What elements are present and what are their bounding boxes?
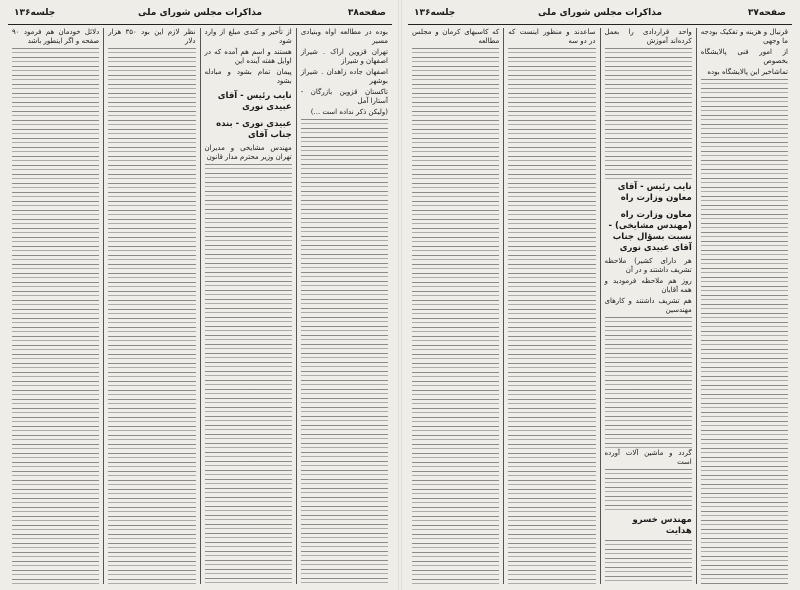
text-column [8,28,103,584]
header-rule [408,24,792,25]
text-body [108,48,195,584]
text-column [296,28,392,584]
text-body [605,317,692,448]
speaker-heading: معاون وزارت راه (مهندس مشایخی) - نسبت بسؤال جناب آقای عبیدی نوری [608,210,692,254]
text-body [701,79,788,584]
text-line: تماشاخیر این پالایشگاه بوده [707,68,788,76]
text-line: روز هم ملاحظه فرمودید و همه آقایان [604,277,692,295]
running-title: مذاکرات مجلس شورای ملی [537,8,663,18]
text-body [301,119,388,584]
text-line: نظر لازم این بود ۳۵۰ هزار دلار [108,28,196,45]
text-line: اصفهان جاده زاهدان . شیراز بوشهر [300,68,388,85]
text-body [12,48,99,584]
text-line: قرنیال و هزینه و تفکیک بودجه ما وجهی [700,28,788,45]
text-line: گردد و ماشین آلات آورده است [604,448,692,466]
right-page [400,0,800,590]
text-column [696,28,792,584]
text-column [503,28,599,584]
session-number: جلسه۱۳۶ [14,8,56,18]
text-line: (ولیکن ذکر نداده است ...) [310,108,388,116]
page-number: صفحه۳۸ [347,8,386,18]
speaker-heading: نایب رئیس - آقای عبیدی نوری [217,91,292,112]
text-body [605,48,692,179]
text-line: ساعدند و منظور اینست که در دو سه [508,28,596,45]
speaker-heading: مهندس خسرو هدایت [632,515,692,537]
text-line: دلائل خودمان هم فرمود ۹۰ صفحه و اگر اینطور باشد [12,28,100,45]
text-column [103,28,199,584]
text-body [205,164,292,584]
text-body [605,540,692,584]
text-line: واحد قراردادی را بعمل کرده‌اند آموزش [604,28,692,45]
text-line: بوده در مطالعه اواه وبنیادی مسیر [300,28,388,45]
header-rule [8,24,392,25]
speaker-heading: عبیدی نوری - بنده جناب آقای [216,119,292,140]
text-column [200,28,296,584]
text-column [600,28,696,584]
text-line: هر دارای کشیر) ملاحظه تشریف داشتند و در آن [604,257,692,275]
speaker-heading: نایب رئیس - آقای معاون وزارت راه [617,182,692,204]
text-line: پیمان تمام بشود و مبادله بشود [204,68,292,85]
text-line: از امور فنی پالایشگاه بخصوص [700,48,788,65]
text-columns [408,28,792,584]
text-line: تاکستان قزوین بازرگان - آستارا آمل [300,88,388,105]
session-number: جلسه۱۳۶ [414,8,456,18]
page-number: صفحه۳۷ [747,8,786,18]
text-line: مهندس مشایخی و مدیران تهران وزیر محترم مدار قانون [204,144,292,161]
text-column [408,28,503,584]
text-columns [8,28,392,584]
text-line: که کاسبهای کرمان و مجلس مطالعه [412,28,500,45]
text-body [508,48,595,584]
running-title: مذاکرات مجلس شورای ملی [137,8,263,18]
text-line: از تأخیر و کندی مبلغ از وارد شود [204,28,292,45]
text-body [412,48,499,584]
page-header [10,8,390,22]
text-line: هستند و اسم هم آمده که در اوایل هفته آینده این [204,48,292,65]
text-line: هم تشریف داشتند و کارهای مهندسین [604,297,692,315]
page-header [410,8,790,22]
text-body [605,469,692,513]
text-line: تهران قزوین اراک . شیراز اصفهان و شیراز [300,48,388,65]
